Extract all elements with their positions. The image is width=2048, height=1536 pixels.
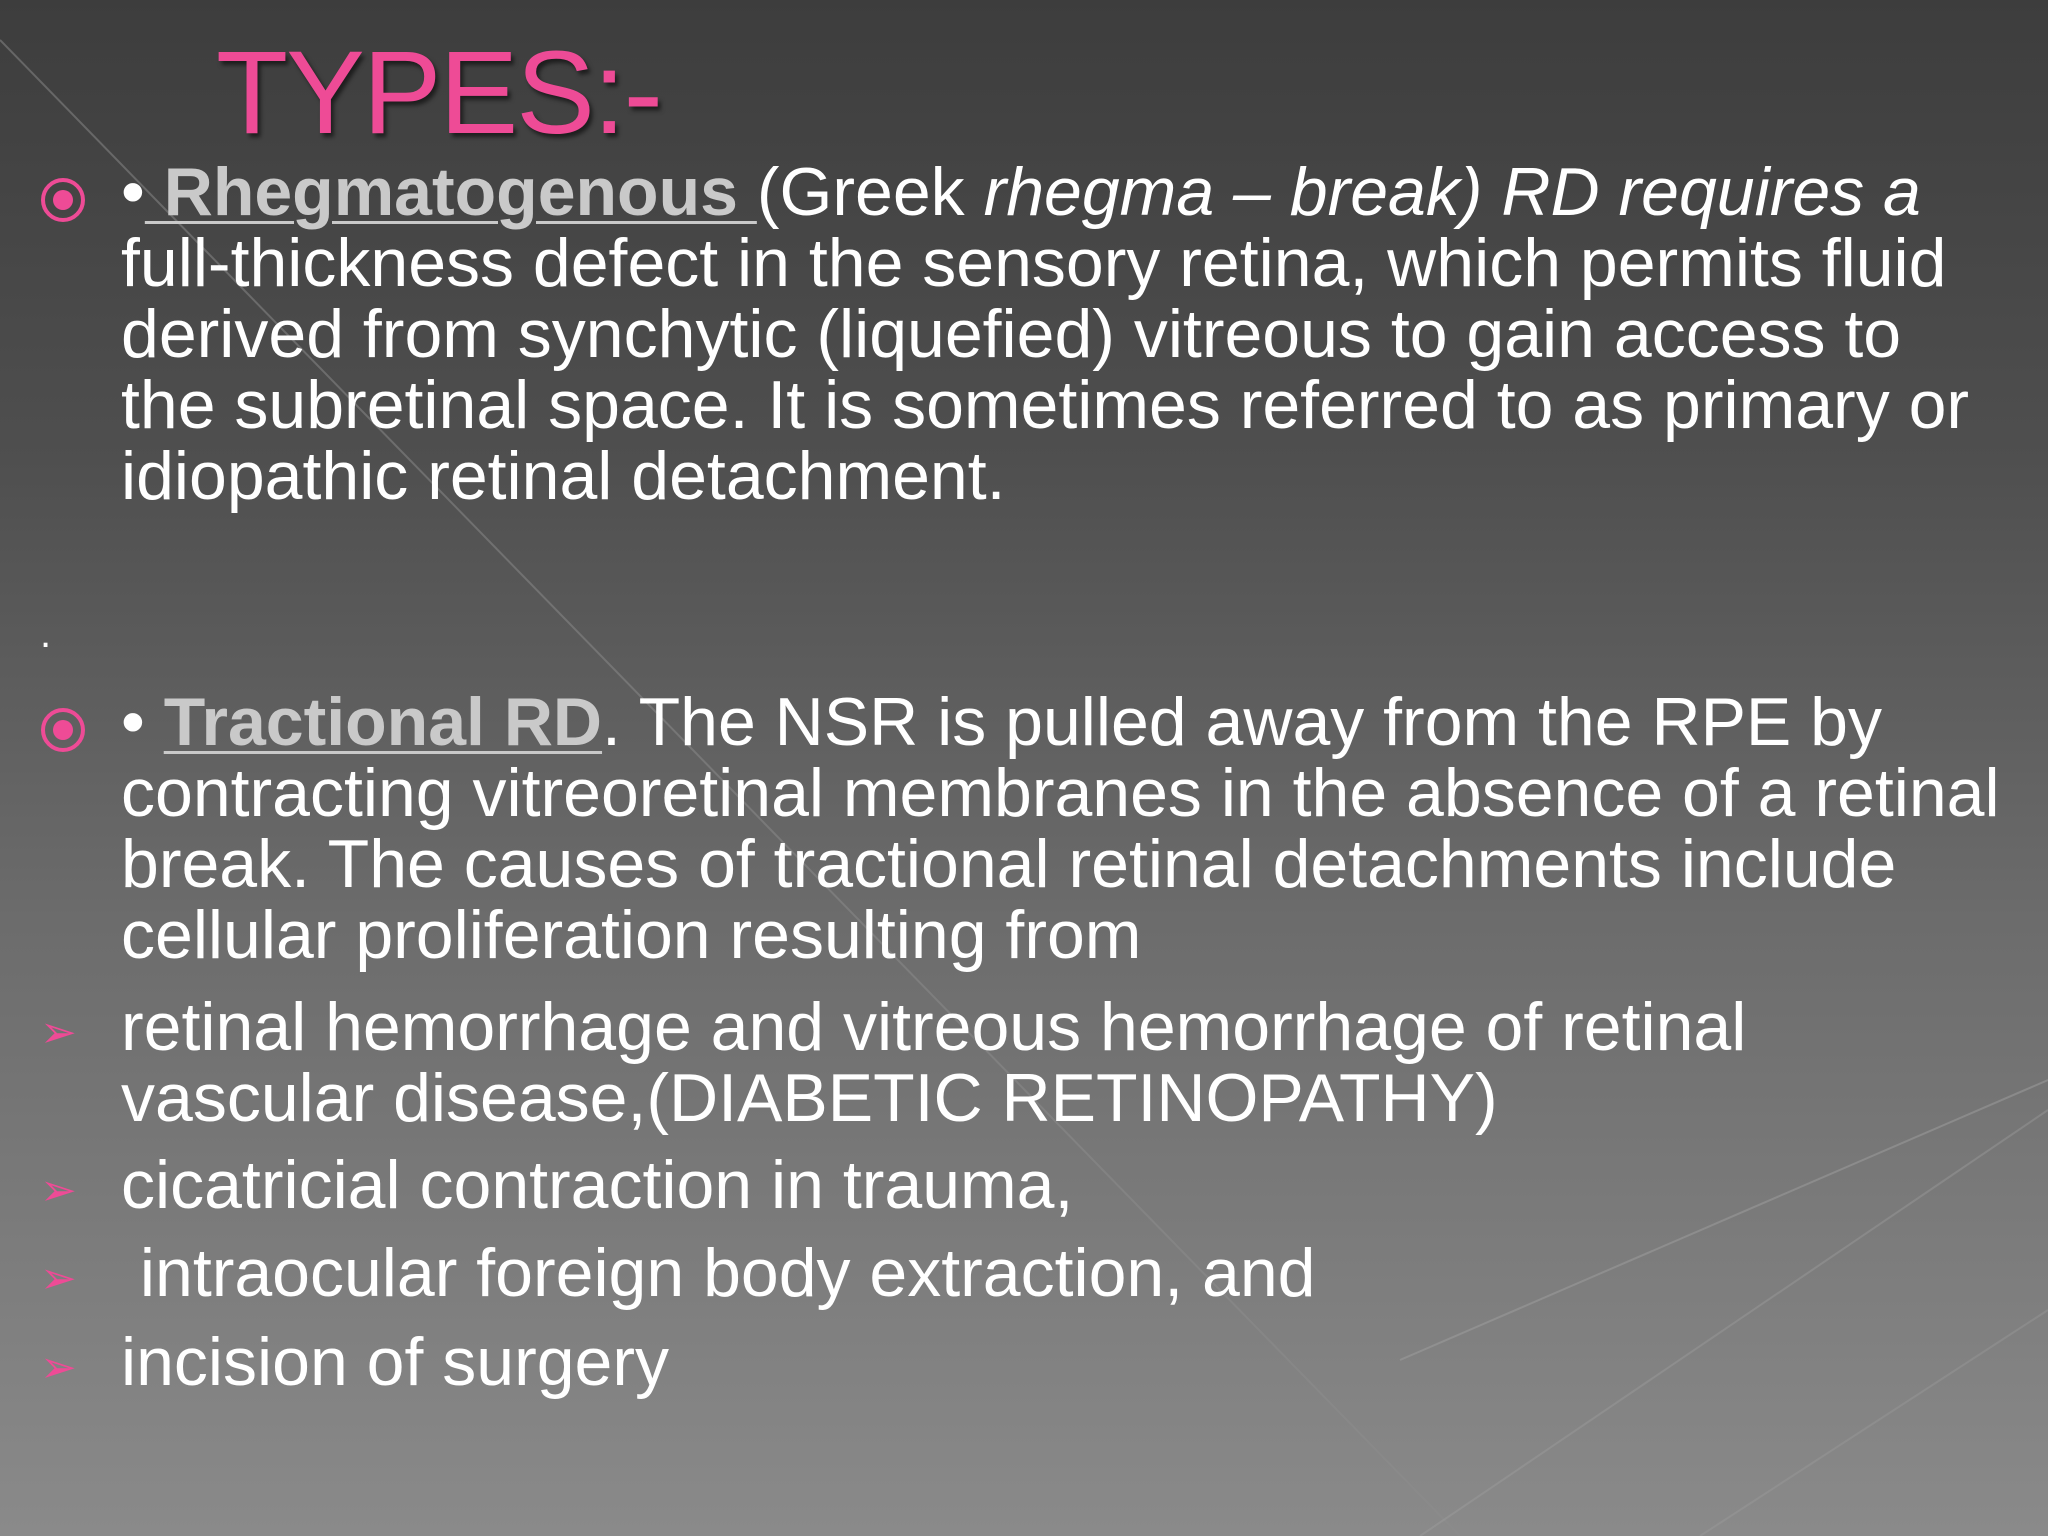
sub-item: cicatricial contraction in trauma, <box>121 1147 1074 1223</box>
bullet-prefix: • <box>121 684 145 760</box>
bullet-rhegmatogenous <box>121 154 2001 514</box>
bullet-text-b: full-thickness defect in the sensory retina, which permits fluid derived from synchytic (liquefied) vitreous to gain access to the subretinal space. It is sometimes referred to as primary or idiopathic retinal detachment. <box>121 225 1970 514</box>
slide-title: TYPES:- <box>216 27 661 159</box>
bullet-circle-icon <box>41 708 85 752</box>
term-rhegmatogenous: Rhegmatogenous <box>144 154 757 230</box>
term-tractional: Tractional RD <box>163 684 603 760</box>
arrow-bullet-icon: ➢ <box>40 1166 77 1215</box>
sub-item: incision of surgery <box>121 1324 670 1400</box>
bullet-circle-icon <box>41 178 85 222</box>
bullet-text-a: (Greek <box>756 154 984 230</box>
sub-item: intraocular foreign body extraction, and <box>121 1235 1316 1311</box>
arrow-bullet-icon: ➢ <box>40 1008 77 1057</box>
sub-item: retinal hemorrhage and vitreous hemorrhage of retinal vascular disease,(DIABETIC RETINOPATHY) <box>121 989 1747 1136</box>
bullet-text-a: . The NSR is pulled away from the RPE by contracting vitreoretinal membranes in the absence of a retinal break. The causes of tractional retinal detachments include cellular proliferation resulting from <box>121 684 2000 973</box>
separator-dot: . <box>40 612 52 656</box>
bullet-text-italic: rhegma – break) RD requires a <box>983 154 1921 230</box>
arrow-bullet-icon: ➢ <box>40 1254 77 1303</box>
bullet-tractional <box>121 684 2001 973</box>
bullet-prefix: • <box>121 154 145 230</box>
arrow-bullet-icon: ➢ <box>40 1343 77 1392</box>
